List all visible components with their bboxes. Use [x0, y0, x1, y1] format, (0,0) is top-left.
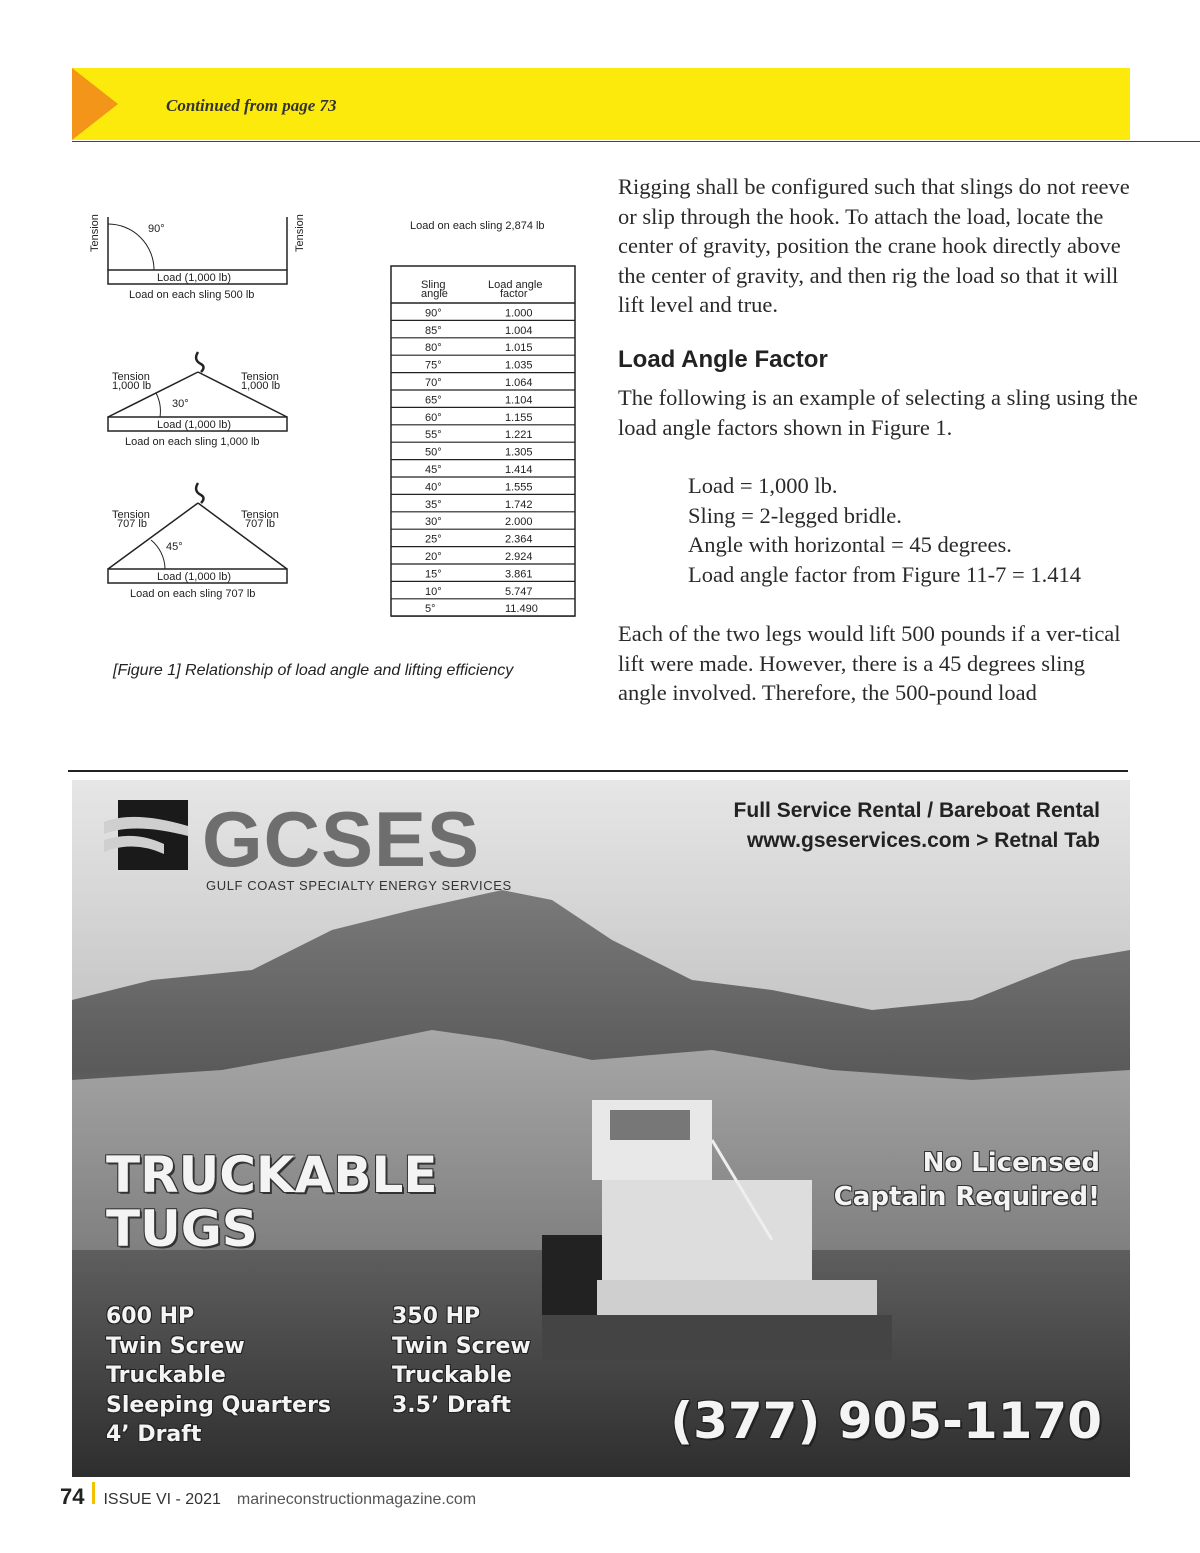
- table-cell-angle: 90°: [425, 307, 442, 320]
- table-cell-angle: 65°: [425, 394, 442, 407]
- logo-wordmark: GCSES: [202, 795, 481, 883]
- table-cell-angle: 30°: [425, 516, 442, 529]
- table-cell-angle: 50°: [425, 446, 442, 459]
- p1-angle: 90°: [148, 223, 165, 235]
- table-cell-factor: 1.000: [505, 307, 533, 320]
- table-cell-angle: 60°: [425, 411, 442, 424]
- table-cell-angle: 5°: [425, 603, 436, 616]
- table-head-factor-2: factor: [500, 288, 528, 300]
- table-cell-factor: 1.004: [505, 324, 533, 337]
- table-cell-factor: 1.414: [505, 464, 533, 476]
- panel-45-degree: [108, 483, 287, 600]
- example-block: [688, 471, 1081, 589]
- issue-label: ISSUE VI - 2021: [103, 1491, 221, 1508]
- table-cell-factor: 1.555: [505, 481, 533, 494]
- site-url[interactable]: marineconstructionmagazine.com: [236, 1491, 477, 1508]
- table-head-sling-2: angle: [421, 288, 448, 300]
- table-cell-angle: 35°: [425, 498, 442, 511]
- spec-item: Sleeping Quarters: [106, 1392, 332, 1418]
- headline-line-1: TRUCKABLE: [106, 1146, 438, 1204]
- table-head-sling-1: Sling: [421, 279, 446, 291]
- continued-label: Continued from page 73: [166, 96, 337, 115]
- gcses-advertisement: [72, 780, 1130, 1477]
- spec-item: 600 HP: [106, 1304, 195, 1329]
- example-line: Angle with horizontal = 45 degrees.: [688, 532, 1012, 557]
- table-cell-angle: 45°: [425, 464, 442, 476]
- p2-tension-right-1: Tension: [241, 371, 279, 383]
- table-cell-factor: 1.035: [505, 359, 533, 372]
- ad-website-line[interactable]: www.gseservices.com > Retnal Tab: [746, 829, 1100, 852]
- captain-line-2: Captain Required!: [833, 1182, 1100, 1212]
- header-rule: [72, 141, 1200, 142]
- gcses-logo-icon: [104, 800, 188, 870]
- spec-item: Truckable: [392, 1363, 512, 1388]
- load-angle-table: [391, 220, 575, 616]
- ad-rental-info: [734, 796, 1100, 856]
- p3-tension-right-1: Tension: [241, 509, 279, 521]
- section-heading: Load Angle Factor: [618, 346, 828, 373]
- table-cell-factor: 1.742: [505, 498, 533, 511]
- figure-1: [80, 200, 600, 630]
- table-cell-factor: 2.364: [505, 533, 533, 546]
- table-cell-factor: 3.861: [505, 568, 533, 581]
- spec-item: Truckable: [106, 1363, 226, 1388]
- table-cell-factor: 11.490: [505, 603, 538, 616]
- table-cell-angle: 25°: [425, 533, 442, 546]
- p2-angle: 30°: [172, 398, 189, 410]
- spec-item: 350 HP: [392, 1304, 481, 1329]
- p1-load: Load (1,000 lb): [157, 272, 231, 284]
- panel-30-degree: [108, 352, 287, 448]
- table-cell-factor: 1.221: [505, 429, 533, 442]
- footer-divider: [92, 1482, 95, 1504]
- table-cell-factor: 5.747: [505, 585, 533, 598]
- table-cell-angle: 10°: [425, 585, 442, 598]
- spec-item: Twin Screw: [392, 1333, 531, 1359]
- ad-headline: [106, 1148, 437, 1256]
- table-cell-angle: 20°: [425, 551, 442, 563]
- figure-caption: [Figure 1] Relationship of load angle and lifting efficiency: [113, 662, 514, 679]
- logo-subtitle: GULF COAST SPECIALTY ENERGY SERVICES: [206, 878, 512, 893]
- table-cell-angle: 80°: [425, 342, 442, 355]
- example-line: Load angle factor from Figure 11-7 = 1.414: [688, 561, 1081, 587]
- table-cell-factor: 1.104: [505, 394, 533, 407]
- banner-arrow-icon: [72, 68, 118, 140]
- table-head-factor-1: Load angle: [488, 279, 543, 291]
- table-cell-angle: 55°: [425, 429, 442, 442]
- table-cell-factor: 1.155: [505, 411, 533, 424]
- captain-line-1: No Licensed: [922, 1148, 1100, 1178]
- page-footer: [60, 1482, 476, 1510]
- spec-item: 3.5’ Draft: [392, 1392, 512, 1418]
- example-line: Sling = 2-legged bridle.: [688, 502, 902, 528]
- table-cell-factor: 1.305: [505, 446, 533, 459]
- p2-tension-right-2: 1,000 lb: [241, 380, 281, 392]
- ad-rental-line: Full Service Rental / Bareboat Rental: [733, 799, 1100, 822]
- spec-list-600hp: [106, 1302, 331, 1450]
- table-cell-angle: 70°: [425, 377, 442, 389]
- p3-each: Load on each sling 707 lb: [130, 588, 256, 600]
- p2-tension-left-2: 1,000 lb: [112, 380, 152, 392]
- ad-captain-note: [834, 1146, 1100, 1214]
- table-cell-angle: 75°: [425, 359, 442, 372]
- panel-vertical-slings: [89, 214, 306, 301]
- p3-tension-left-2: 707 lb: [117, 518, 147, 530]
- table-cell-angle: 15°: [425, 568, 442, 581]
- p3-tension-left-1: Tension: [112, 509, 150, 521]
- spec-list-350hp: [392, 1302, 531, 1420]
- p1-tension-right: Tension: [294, 214, 306, 252]
- headline-line-2: TUGS: [106, 1200, 258, 1258]
- example-line: Load = 1,000 lb.: [688, 473, 838, 498]
- paragraph-rigging: Rigging shall be configured such that slings do not reeve or slip through the hook. To attach the load, locate the center of gravity, position the crane hook directly above the center of gravity, and then rig the load so that it will lift level and true.: [618, 174, 1130, 317]
- spec-item: Twin Screw: [106, 1333, 245, 1359]
- p2-load: Load (1,000 lb): [157, 419, 231, 431]
- paragraph-two-legs: Each of the two legs would lift 500 pounds if a ver-tical lift were made. However, there is a 45 degrees sling angle involved. Therefore, the 500-pound load: [618, 621, 1121, 705]
- table-cell-angle: 40°: [425, 481, 442, 494]
- p2-each: Load on each sling 1,000 lb: [125, 436, 260, 448]
- paragraph-example-intro: The following is an example of selecting a sling using the load angle factors shown in Figure 1.: [618, 385, 1138, 440]
- p2-tension-left-1: Tension: [112, 371, 150, 383]
- table-cell-factor: 2.924: [505, 551, 533, 563]
- ad-phone-number[interactable]: (377) 905-1170: [670, 1392, 1102, 1450]
- page-number: 74: [60, 1484, 85, 1509]
- p3-load: Load (1,000 lb): [157, 571, 231, 583]
- p1-each: Load on each sling 500 lb: [129, 289, 255, 301]
- table-cell-factor: 1.015: [505, 342, 533, 355]
- section-rule: [68, 770, 1128, 772]
- p3-angle: 45°: [166, 541, 183, 553]
- table-title: Load on each sling 2,874 lb: [410, 220, 545, 232]
- spec-item: 4’ Draft: [106, 1422, 202, 1447]
- p3-tension-right-2: 707 lb: [245, 518, 275, 530]
- table-cell-factor: 1.064: [505, 377, 533, 389]
- p1-tension-left: Tension: [89, 214, 101, 252]
- table-cell-factor: 2.000: [505, 516, 533, 529]
- table-cell-angle: 85°: [425, 324, 442, 337]
